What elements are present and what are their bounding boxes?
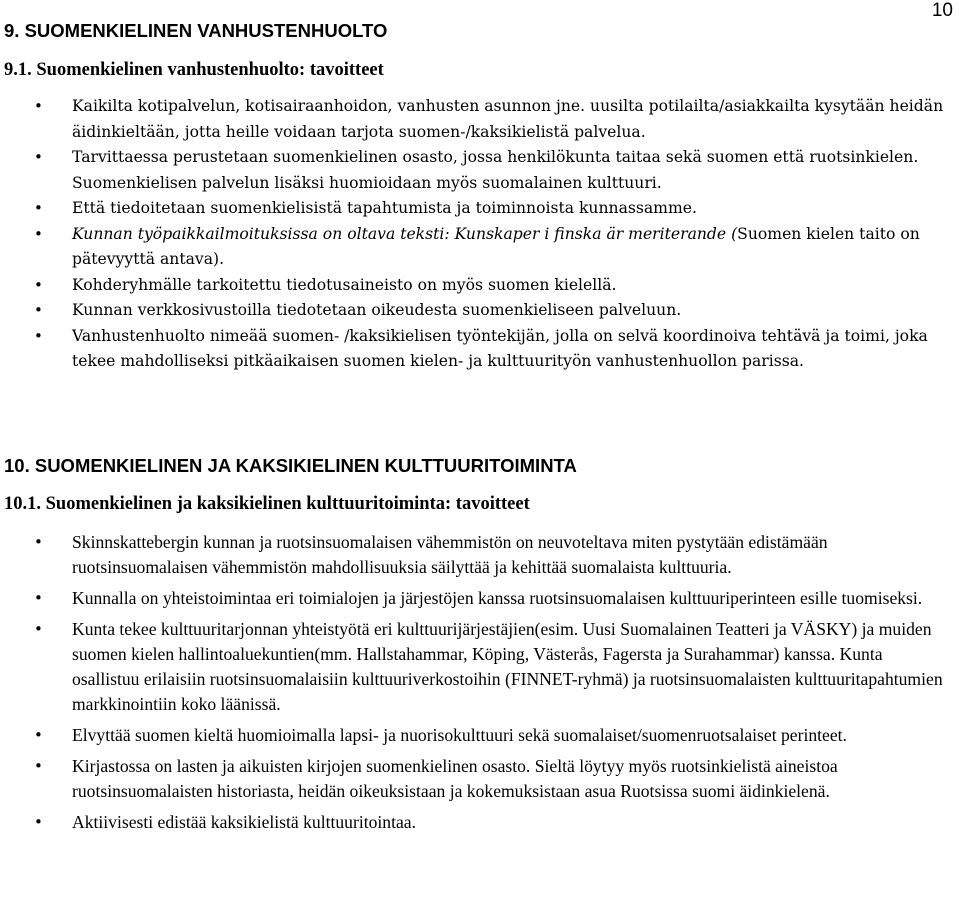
list-item — [0, 94, 945, 145]
list-item-text: Suomen kielen taito on pätevyyttä antava). — [72, 224, 920, 268]
section-heading-10: 10. SUOMENKIELINEN JA KAKSIKIELINEN KULTTUURITOIMINTA — [4, 455, 577, 476]
list-item — [0, 617, 945, 717]
list-item-text: Kunnan verkkosivustoilla tiedotetaan oikeudesta suomenkieliseen palveluun. — [72, 301, 682, 319]
list-item — [0, 196, 945, 222]
list-item-text: Että tiedoitetaan suomenkielisistä tapahtumista ja toiminnoista kunnassamme. — [72, 199, 697, 217]
page-number: 10 — [931, 0, 953, 21]
subsection-heading-10-1: 10.1. Suomenkielinen ja kaksikielinen kulttuuritoiminta: tavoitteet — [4, 494, 530, 514]
list-item — [0, 810, 945, 835]
list-item — [0, 723, 945, 748]
section2-bullet-list — [0, 530, 945, 835]
list-item-text: Kohderyhmälle tarkoitettu tiedotusaineisto on myös suomen kielellä. — [72, 275, 617, 294]
section1-bullet-list — [0, 94, 945, 375]
list-item-italic-text: Kunnan työpaikkailmoituksissa on oltava teksti: Kunskaper i finska är meriterande ( — [72, 224, 738, 243]
list-item — [0, 754, 945, 804]
list-item — [0, 298, 945, 324]
list-item-text: Elvyttää suomen kieltä huomioimalla lapsi- ja nuorisokulttuuri sekä suomalaiset/suomenruotsalaiset perinteet. — [72, 725, 847, 745]
list-item-text: Skinnskattebergin kunnan ja ruotsinsuomalaisen vähemmistön on neuvoteltava miten pystytään edistämään ruotsinsuomalaisen vähemmistön mahdollisuuksia säilyttää ja kehittää suomalaista kulttuuria. — [72, 532, 828, 577]
list-item-text: Vanhustenhuolto nimeää suomen- /kaksikielisen työntekijän, jolla on selvä koordinoiva tehtävä ja toimi, joka tekee mahdolliseksi pitkäaikaisen suomen kielen- ja kulttuurityön vanhustenhuollon parissa. — [72, 326, 928, 370]
list-item — [0, 145, 945, 196]
subsection-heading-9-1: 9.1. Suomenkielinen vanhustenhuolto: tavoitteet — [4, 60, 384, 80]
list-item — [0, 586, 945, 611]
list-item-text: Tarvittaessa perustetaan suomenkielinen osasto, jossa henkilökunta taitaa sekä suomen että ruotsinkielen. Suomenkielisen palvelun lisäksi huomioidaan myös suomalainen kulttuuri. — [72, 148, 919, 192]
list-item — [0, 222, 945, 273]
list-item-text: Kaikilta kotipalvelun, kotisairaanhoidon, vanhusten asunnon jne. uusilta potilailta/asiakkailta kysytään heidän äidinkieltään, jotta heille voidaan tarjota suomen-/kaksikielistä palvelua. — [72, 97, 944, 141]
list-item-text: Kunta tekee kulttuuritarjonnan yhteistyötä eri kulttuurijärjestäjien(esim. Uusi Suomalainen Teatteri ja VÄSKY) ja muiden suomen kielen hallintoaluekuntien(mm. Hallstahammar, Köping, Västerås, Fagersta ja Surahammar) kanssa. Kunta osallistuu erilaisiin ruotsinsuomalaisiin kulttuuriverkostoihin (FINNET-ryhmä) ja ruotsinsuomalaisten kulttuuritapahtumien markkinointiin koko läänissä. — [72, 619, 943, 714]
list-item-text: Kunnalla on yhteistoimintaa eri toimialojen ja järjestöjen kanssa ruotsinsuomalaisen kulttuuriperinteen esille tuomiseksi. — [72, 588, 923, 608]
list-item-text: Kirjastossa on lasten ja aikuisten kirjojen suomenkielinen osasto. Sieltä löytyy myös ruotsinkielistä aineistoa ruotsinsuomalaisten historiasta, heidän oikeuksistaan ja kokemuksistaan asua Ruotsissa suomi äidinkielenä. — [72, 756, 838, 801]
list-item — [0, 273, 945, 299]
list-item-text: Aktiivisesti edistää kaksikielistä kulttuuritointaa. — [72, 812, 416, 832]
list-item — [0, 530, 945, 580]
list-item — [0, 324, 945, 375]
section-heading-9: 9. SUOMENKIELINEN VANHUSTENHUOLTO — [4, 20, 388, 41]
